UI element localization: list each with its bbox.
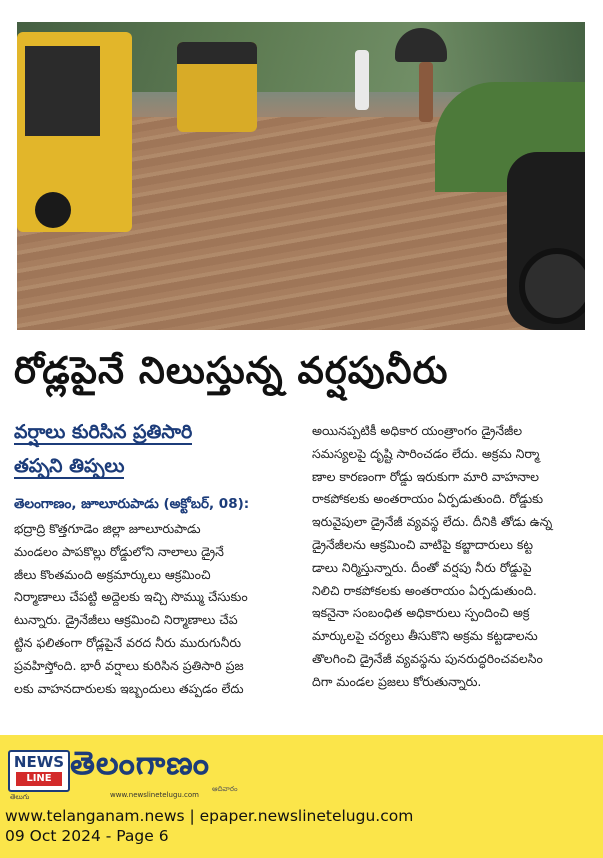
text-line: ట్టిన ఫలితంగా రోడ్లపైనే వరద నీరు మురుగునీరు <box>14 634 242 650</box>
photo-auto-rickshaw <box>17 32 132 232</box>
text-line: డ్రైనేజీలను ఆక్రమించి వాటిపై కబ్జాదారులు కట్ట <box>312 536 534 552</box>
footer-links[interactable]: www.telanganam.news | epaper.newslinetelugu.com <box>5 807 414 825</box>
subheadline-line: వర్షాలు కురిసిన ప్రతిసారి <box>14 421 193 443</box>
text-line: మార్కులపై చర్యలు తీసుకొని అక్రమ కట్టడాలను <box>312 628 538 644</box>
photo-auto-rickshaw <box>177 42 257 132</box>
brand-url[interactable]: www.newslinetelugu.com <box>110 791 199 799</box>
text-line: రాకపోకలకు అంతరాయం ఏర్పడుతుంది. రోడ్డుకు <box>312 491 544 507</box>
text-line: జీలు కొంతమంది అక్రమార్కులు ఆక్రమించి <box>14 566 211 582</box>
text-line: డాలు నిర్మిస్తున్నారు. దీంతో వర్షపు నీరు రోడ్డుపై <box>312 559 532 575</box>
footer-banner <box>0 735 603 858</box>
text-line: మండలం పాపకొల్లు రోడ్డులోని నాలాలు డ్రైనే <box>14 543 224 559</box>
article-column-left <box>14 518 301 700</box>
text-line: ణాల కారణంగా రోడ్డు ఇరుకుగా మారి వాహనాల <box>312 468 539 484</box>
photo-person <box>419 62 433 122</box>
article-photo <box>17 22 585 330</box>
page-info: 09 Oct 2024 - Page 6 <box>5 827 169 845</box>
text-line: తొలగించి డ్రైనేజీ వ్యవస్థను పునరుద్ధరించవలసిం <box>312 650 543 666</box>
brand-name: తెలంగాణం <box>70 744 210 782</box>
brand-tagline: ఆదివారం <box>212 785 238 793</box>
text-line: ఇకనైనా సంబంధిత అధికారులు స్పందించి అక్ర <box>312 605 530 621</box>
text-line: లకు వాహనదారులకు ఇబ్బందులు తప్పడం లేదు <box>14 680 244 696</box>
text-line: ఇరువైపులా డ్రైనేజీ వ్యవస్థ లేదు. దీనికి తోడు ఉన్న <box>312 514 553 530</box>
article-subheadline <box>14 415 299 483</box>
text-line: దిగా మండల ప్రజలు కోరుతున్నారు. <box>312 673 482 689</box>
logo-line-text: LINE <box>16 772 62 786</box>
subheadline-line: తప్పని తిప్పలు <box>14 455 125 477</box>
newsline-logo <box>8 750 70 792</box>
article-dateline: తెలంగాణం, జూలూరుపాడు (అక్టోబర్, 08): <box>14 496 250 512</box>
text-line: టున్నారు. డ్రైనేజీలు ఆక్రమించి నిర్మాణాలు చేప <box>14 612 238 628</box>
article-headline: రోడ్లపైనే నిలుస్తున్న వర్షపునీరు <box>14 349 449 392</box>
article-column-right <box>312 420 590 694</box>
logo-news-text: NEWS <box>13 753 65 771</box>
text-line: భద్రాద్రి కొత్తగూడెం జిల్లా జూలూరుపాడు <box>14 521 201 536</box>
text-line: సమస్యలపై దృష్టి సారించడం లేదు. అక్రమ నిర్మా <box>312 445 540 461</box>
text-line: నిలిచి రాకపోకలకు అంతరాయం ఏర్పడుతుంది. <box>312 582 537 598</box>
photo-motorbike <box>507 152 585 330</box>
text-line: నిర్మాణాలు చేపట్టి అద్దెలకు ఇచ్చి సొమ్ము చేసుకుం <box>14 589 248 605</box>
logo-tagline: తెలుగు <box>10 793 30 801</box>
text-line: అయినప్పటికీ అధికార యంత్రాంగం డ్రైనేజీల <box>312 423 523 438</box>
text-line: ప్రవహిస్తోంది. భారీ వర్షాలు కురిసిన ప్రతిసారి ప్రజ <box>14 657 244 673</box>
photo-person <box>355 50 369 110</box>
